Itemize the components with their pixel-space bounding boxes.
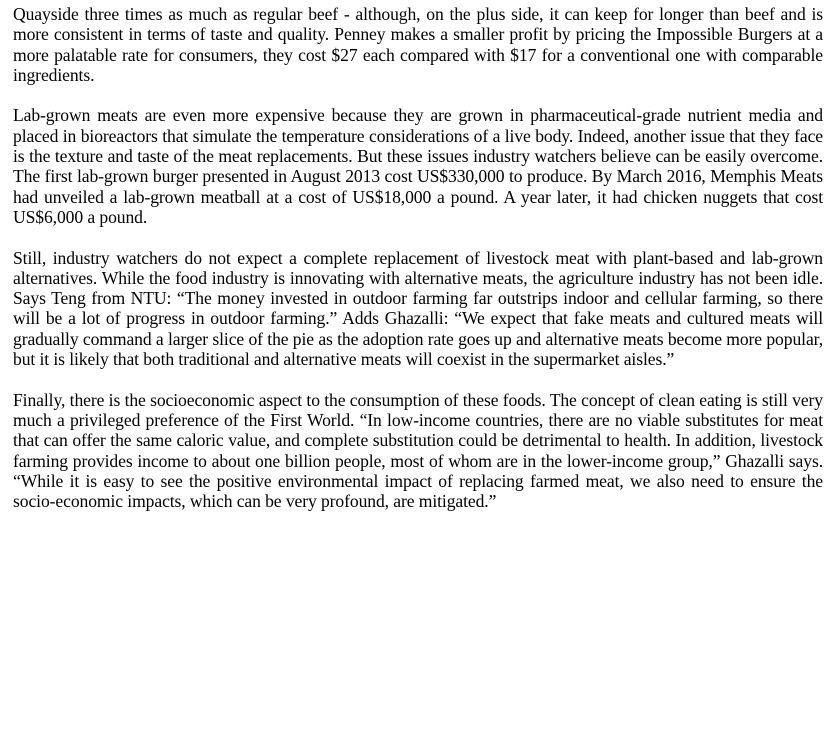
- paragraph-lab-grown-meat-cost: Lab-grown meats are even more expensive because they are grown in pharmaceutical-grade nutrient media and placed in bioreactors that simulate the temperature considerations of a live body. Indeed, another issue that they face is the texture and taste of the meat replacements. But these issues industry watchers believe can be easily overcome. The first lab-grown burger presented in August 2013 cost US$330,000 to produce. By March 2016, Memphis Meats had unveiled a lab-grown meatball at a cost of US$18,000 a pound. A year later, it had chicken nuggets that cost US$6,000 a pound.: [13, 105, 823, 227]
- paragraph-industry-outlook: Still, industry watchers do not expect a complete replacement of livestock meat with plant-based and lab-grown alternatives. While the food industry is innovating with alternative meats, the agriculture industry has not been idle. Says Teng from NTU: “The money invested in outdoor farming far outstrips indoor and cellular farming, so there will be a lot of progress in outdoor farming.” Adds Ghazalli: “We expect that fake meats and cultured meats will gradually command a larger slice of the pie as the adoption rate goes up and alternative meats become more popular, but it is likely that both traditional and alternative meats will coexist in the supermarket aisles.”: [13, 247, 823, 370]
- paragraph-impossible-burger-pricing: Quayside three times as much as regular beef - although, on the plus side, it can keep for longer than beef and is more consistent in terms of taste and quality. Penney makes a smaller profit by pricing the Impossible Burgers at a more palatable rate for consumers, they cost $27 each compared with $17 for a conventional one with comparable ingredients.: [13, 4, 823, 85]
- paragraph-socioeconomic-aspect: Finally, there is the socioeconomic aspect to the consumption of these foods. The concept of clean eating is still very much a privileged preference of the First World. “In low-income countries, there are no viable substitutes for meat that can offer the same caloric value, and complete substitution could be detrimental to health. In addition, livestock farming provides income to about one billion people, most of whom are in the lower-income group,” Ghazalli says. “While it is easy to see the positive environmental impact of replacing farmed meat, we also need to ensure the socio-economic impacts, which can be very profound, are mitigated.”: [13, 389, 823, 512]
